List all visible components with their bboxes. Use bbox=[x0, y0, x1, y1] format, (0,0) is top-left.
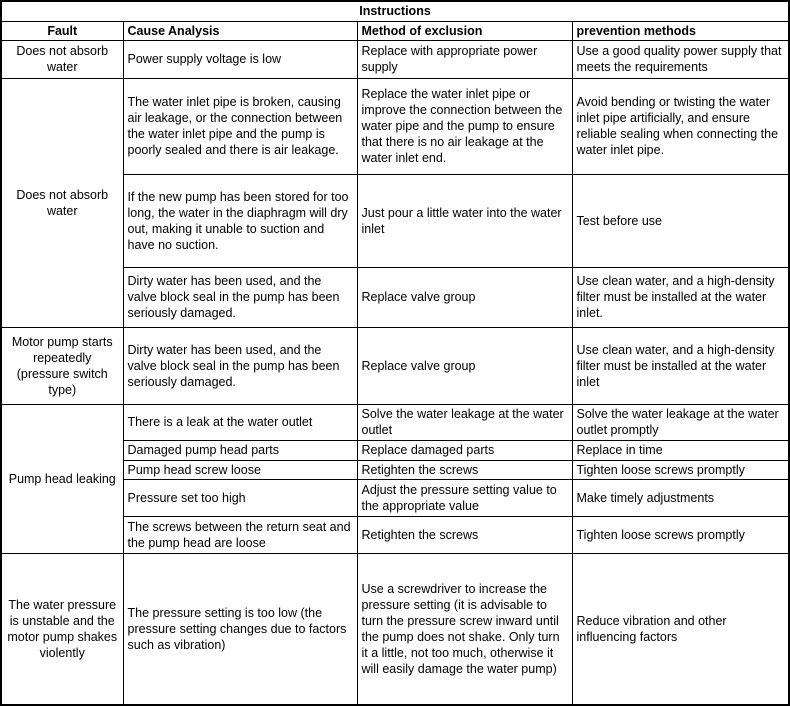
method-cell: Retighten the screws bbox=[357, 460, 572, 479]
table-row bbox=[1, 78, 789, 174]
cause-cell: The water inlet pipe is broken, causing air leakage, or the connection between the water inlet pipe and the pump is poorly sealed and there is air leakage. bbox=[123, 78, 357, 174]
prevention-cell: Tighten loose screws promptly bbox=[572, 460, 789, 479]
method-cell: Replace with appropriate power supply bbox=[357, 40, 572, 78]
prevention-cell: Use clean water, and a high-density filter must be installed at the water inlet bbox=[572, 327, 789, 404]
fault-cell: Pump head leaking bbox=[1, 404, 123, 553]
method-cell: Just pour a little water into the water inlet bbox=[357, 174, 572, 267]
cause-cell: There is a leak at the water outlet bbox=[123, 404, 357, 440]
fault-cell: Does not absorb water bbox=[1, 78, 123, 327]
cause-cell: The screws between the return seat and the pump head are loose bbox=[123, 516, 357, 553]
table-row bbox=[1, 327, 789, 404]
method-cell: Solve the water leakage at the water outlet bbox=[357, 404, 572, 440]
prevention-cell: Replace in time bbox=[572, 440, 789, 460]
column-header-fault: Fault bbox=[1, 21, 123, 40]
prevention-cell: Use a good quality power supply that meets the requirements bbox=[572, 40, 789, 78]
cause-cell: If the new pump has been stored for too long, the water in the diaphragm will dry out, making it unable to suction and have no suction. bbox=[123, 174, 357, 267]
table-row bbox=[1, 404, 789, 440]
cause-cell: Power supply voltage is low bbox=[123, 40, 357, 78]
fault-cell: Does not absorb water bbox=[1, 40, 123, 78]
column-header-method: Method of exclusion bbox=[357, 21, 572, 40]
table-row bbox=[1, 40, 789, 78]
cause-cell: Pump head screw loose bbox=[123, 460, 357, 479]
method-cell: Replace the water inlet pipe or improve the connection between the water pipe and the pump to ensure that there is no air leakage at the water inlet end. bbox=[357, 78, 572, 174]
method-cell: Replace damaged parts bbox=[357, 440, 572, 460]
method-cell: Adjust the pressure setting value to the appropriate value bbox=[357, 479, 572, 516]
table-title-row bbox=[1, 1, 789, 21]
method-cell: Use a screwdriver to increase the pressure setting (it is advisable to turn the pressure screw inward until the pump does not shake. Only turn it a little, not too much, otherwise it will easily damage the water pump) bbox=[357, 553, 572, 705]
prevention-cell: Tighten loose screws promptly bbox=[572, 516, 789, 553]
method-cell: Retighten the screws bbox=[357, 516, 572, 553]
column-header-cause: Cause Analysis bbox=[123, 21, 357, 40]
table-row bbox=[1, 553, 789, 705]
column-header-prevention: prevention methods bbox=[572, 21, 789, 40]
cause-cell: Damaged pump head parts bbox=[123, 440, 357, 460]
prevention-cell: Solve the water leakage at the water outlet promptly bbox=[572, 404, 789, 440]
prevention-cell: Test before use bbox=[572, 174, 789, 267]
fault-cell: Motor pump starts repeatedly (pressure switch type) bbox=[1, 327, 123, 404]
fault-cell: The water pressure is unstable and the motor pump shakes violently bbox=[1, 553, 123, 705]
cause-cell: Pressure set too high bbox=[123, 479, 357, 516]
prevention-cell: Use clean water, and a high-density filter must be installed at the water inlet. bbox=[572, 267, 789, 327]
prevention-cell: Reduce vibration and other influencing factors bbox=[572, 553, 789, 705]
table-title: Instructions bbox=[1, 1, 789, 21]
prevention-cell: Make timely adjustments bbox=[572, 479, 789, 516]
cause-cell: The pressure setting is too low (the pressure setting changes due to factors such as vibration) bbox=[123, 553, 357, 705]
table-header-row bbox=[1, 21, 789, 40]
method-cell: Replace valve group bbox=[357, 267, 572, 327]
cause-cell: Dirty water has been used, and the valve block seal in the pump has been seriously damaged. bbox=[123, 267, 357, 327]
cause-cell: Dirty water has been used, and the valve block seal in the pump has been seriously damaged. bbox=[123, 327, 357, 404]
method-cell: Replace valve group bbox=[357, 327, 572, 404]
prevention-cell: Avoid bending or twisting the water inlet pipe artificially, and ensure reliable sealing when connecting the water inlet pipe. bbox=[572, 78, 789, 174]
